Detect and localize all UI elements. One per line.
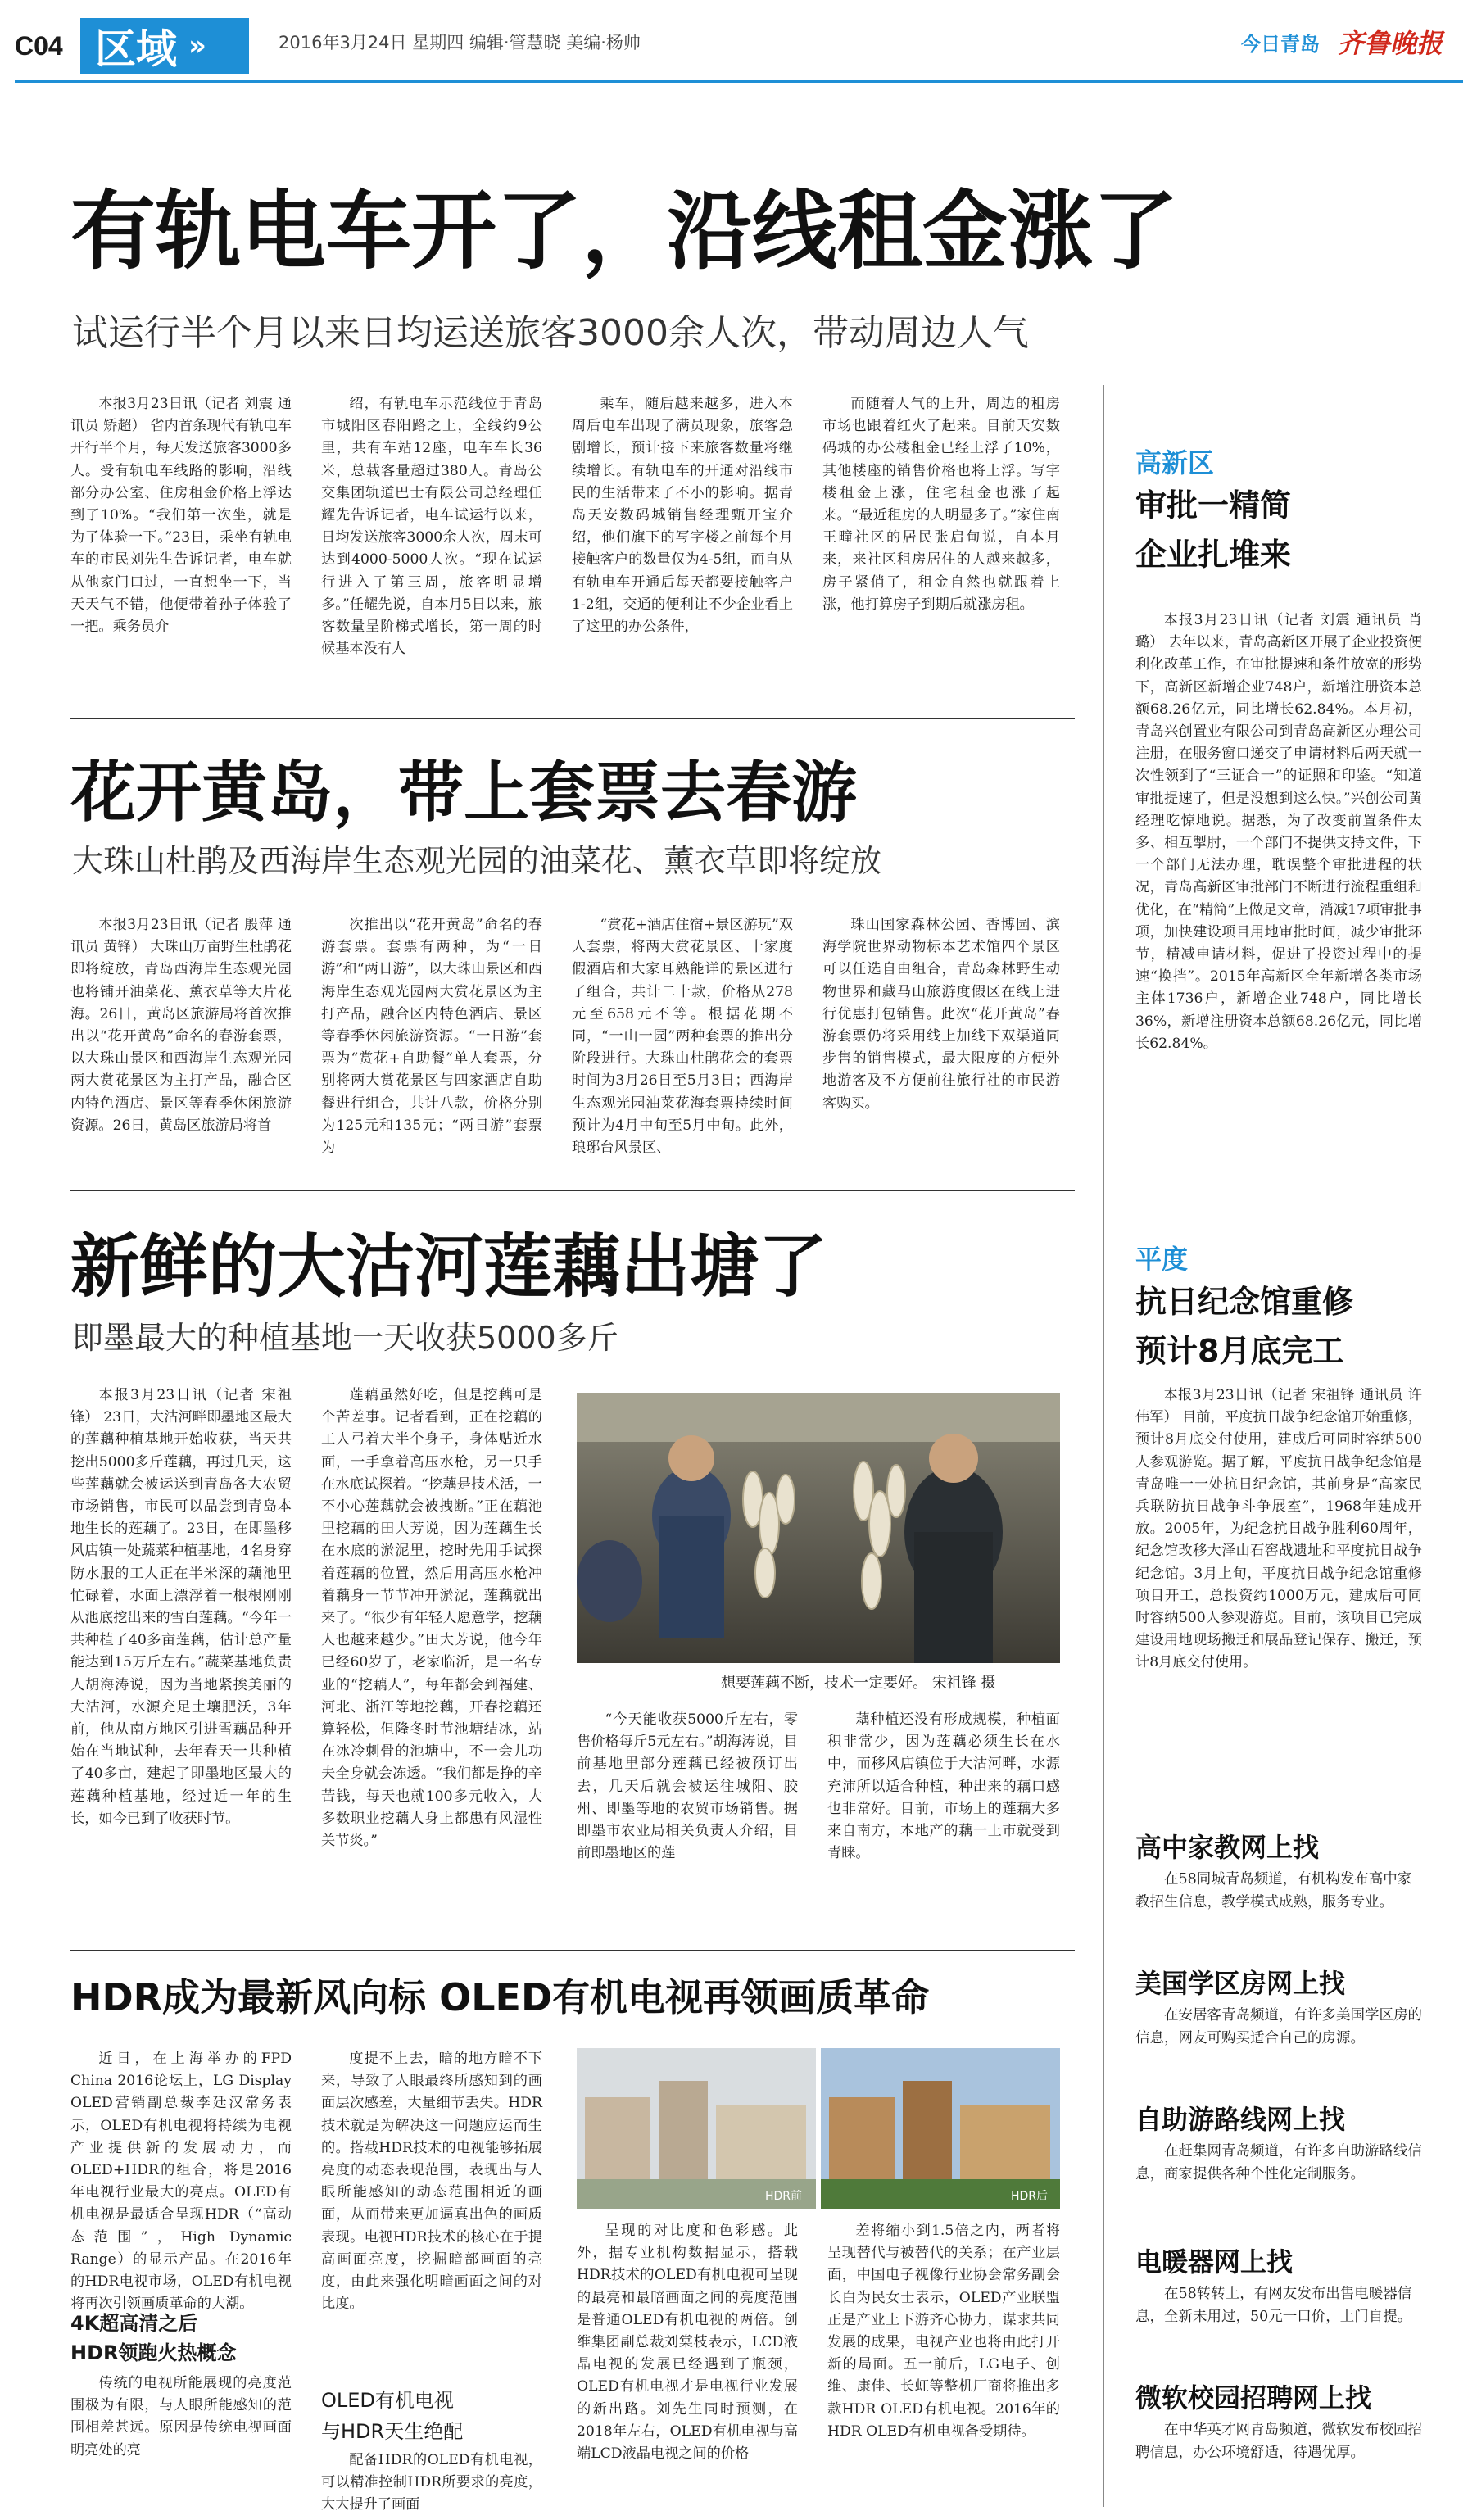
story2-divider xyxy=(70,1190,1075,1191)
story1-divider xyxy=(70,718,1075,719)
story4-col2b: 配备HDR的OLED有机电视，可以精准控制HDR所要求的亮度，大大提升了画面 xyxy=(321,2452,542,2513)
hdr-comparison-image xyxy=(577,2048,1060,2209)
story1-subtitle: 试运行半个月以来日均运送旅客3000余人次，带动周边人气 xyxy=(72,312,1029,354)
story1-col3: 乘车，随后越来越多，进入本周后电车出现了满员现象，旅客急剧增长，预计接下来旅客数量将继续增长。有轨电车的开通对沿线市民的生活带来了不小的影响。据青岛天安数码城销售经理甄开宝介绍，他们旗下的写字楼之前每个月接触客户的数量仅为4-5组，而自从有轨电车开通后每天都要接触客户1-2组，交通的便利让不少企业看上了这里的办公条件， xyxy=(572,396,793,636)
story4-col3: 呈现的对比度和色彩感。此外，据专业机构数据显示，搭载HDR技术的OLED有机电视可呈现的最亮和最暗画面之间的亮度范围是普通OLED有机电视的两倍。创维集团副总裁刘棠枝表示，LCD液晶电视的发展已经遇到了瓶颈，OLED有机电视才是电视行业发展的新出路。刘先生同时预测，在2018年左右，OLED有机电视与高端LCD液晶电视之间的价格 xyxy=(577,2223,798,2463)
hdr-comparison-illustration xyxy=(577,2048,1060,2209)
hdr-after-label: HDR后 xyxy=(1011,2190,1049,2203)
column-name: 今日青岛 xyxy=(1240,32,1320,56)
story1-col4: 而随着人气的上升，周边的租房市场也跟着红火了起来。目前天安数码城的办公楼租金已经上浮了10%，其他楼座的销售价格也将上浮。写字楼租金上涨，住宅租金也涨了起来。“最近租房的人明显多了。”家住南王疃社区的居民张启甸说，自本月来，来社区租房居住的人越来越多，房子紧俏了，租金自然也就跟着上涨，他打算房子到期后就涨房租。 xyxy=(822,396,1060,613)
date-line: 2016年3月24日 星期四 编辑·管慧晓 美编·杨帅 xyxy=(279,33,641,52)
story2-col1: 本报3月23日讯（记者 殷萍 通讯员 黄锋） 大珠山万亩野生杜鹃花即将绽放，青岛西海岸生态观光园也将铺开油菜花、薰衣草等大片花海。26日，黄岛区旅游局将首次推出以“花开黄岛”命名的春游套票，以大珠山景区和西海岸生态观光园两大赏花景区为主打产品，融合区内特色酒店、景区等春季休闲旅游资源。26日，黄岛区旅游局将首 xyxy=(70,917,292,1134)
story4-col2: 度提不上去，暗的地方暗不下来，导致了人眼最终所感知到的画面层次感差，大量细节丢失。HDR技术就是为解决这一问题应运而生的。搭载HDR技术的电视能够拓展亮度的动态表现范围，表现出与人眼所能感知的动态范围相近的画面，从而带来更加逼真出色的画质表现。电视HDR技术的核心在于提高画面亮度，挖掘暗部画面的亮度，由此来强化明暗画面之间的对比度。 xyxy=(321,2051,542,2313)
classified-5-body: 在中华英才网青岛频道，微软发布校园招聘信息，办公环境舒适，待遇优厚。 xyxy=(1135,2422,1422,2461)
classified-4-body: 在58转转上，有网友发布出售电暖器信息，全新未用过，50元一口价，上门自提。 xyxy=(1135,2286,1412,2325)
story4-col1b: 传统的电视所能展现的亮度范围极为有限，与人眼所能感知的范围相差甚远。原因是传统电视画面明亮处的亮 xyxy=(70,2375,292,2459)
section-label: 区域 xyxy=(95,25,177,73)
story4-subhead2: OLED有机电视 xyxy=(321,2389,454,2412)
side1-title-line1: 审批一精简 xyxy=(1135,487,1292,523)
story2-subtitle: 大珠山杜鹃及西海岸生态观光园的油菜花、薰衣草即将绽放 xyxy=(72,843,882,879)
section-tab xyxy=(80,18,249,74)
classified-1-body: 在58同城青岛频道，有机构发布高中家教招生信息，教学模式成熟，服务专业。 xyxy=(1135,1871,1412,1910)
classified-2-body: 在安居客青岛频道，有许多美国学区房的信息，网友可购买适合自己的房源。 xyxy=(1135,2007,1422,2046)
side1-title-line2: 企业扎堆来 xyxy=(1135,537,1292,573)
hdr-before-label: HDR前 xyxy=(765,2190,803,2203)
story1-title: 有轨电车开了，沿线租金涨了 xyxy=(70,181,1179,281)
story4-title: HDR成为最新风向标 OLED有机电视再领画质革命 xyxy=(70,1975,930,2019)
story3-col4: 藕种植还没有形成规模，种植面积非常少，因为莲藕必须生长在水中，而移风店镇位于大沽河畔，水源充沛所以适合种植，种出来的藕口感也非常好。目前，市场上的莲藕大多来自南方，本地产的藕一上市就受到青睐。 xyxy=(827,1711,1060,1862)
story2-col3: “赏花+酒店住宿+景区游玩”双人套票，将两大赏花景区、十家度假酒店和大家耳熟能详的景区进行了组合，共计二十款，价格从278元至658元不等。根据花期不同，“一山一园”两种套票的推出分阶段进行。大珠山杜鹃花会的套票时间为3月26日至5月3日；西海岸生态观光园油菜花海套票持续时间预计为4月中旬至5月中旬。此外，琅琊台风景区、 xyxy=(572,917,793,1157)
side2-title-line2: 预计8月底完工 xyxy=(1135,1333,1344,1369)
classified-5-title: 微软校园招聘网上找 xyxy=(1135,2382,1372,2413)
story3-subtitle: 即墨最大的种植基地一天收获5000多斤 xyxy=(72,1320,618,1356)
side2-category: 平度 xyxy=(1135,1244,1189,1275)
story2-col2: 次推出以“花开黄岛”命名的春游套票。套票有两种，为“一日游”和“两日游”，以大珠山景区和西海岸生态观光园两大赏花景区为主打产品，融合区内特色酒店、景区等春季休闲旅游资源。“一日游”套票为“赏花+自助餐”单人套票，分别将两大赏花景区与四家酒店自助餐进行组合，共计八款，价格分别为125元和135元；“两日游”套票为 xyxy=(321,917,542,1157)
classified-1-title: 高中家教网上找 xyxy=(1135,1832,1320,1863)
chevron-right-icon: » xyxy=(188,29,206,62)
story2-title: 花开黄岛，带上套票去春游 xyxy=(70,755,857,831)
page-number: C04 xyxy=(15,31,63,61)
masthead-right xyxy=(1241,23,1443,61)
side1-category: 高新区 xyxy=(1135,447,1215,478)
header-divider xyxy=(15,80,1463,83)
sidebar-divider xyxy=(1103,385,1104,2507)
side2-title-line1: 抗日纪念馆重修 xyxy=(1135,1284,1354,1320)
photo-caption: 想要莲藕不断，技术一定要好。 宋祖锋 摄 xyxy=(721,1675,996,1692)
story3-col3: “今天能收获5000斤左右，零售价格每斤5元左右。”胡海涛说，目前基地里部分莲藕已经被预订出去，几天后就会被运往城阳、胶州、即墨等地的农贸市场销售。据即墨市农业局相关负责人介绍，目前即墨地区的莲 xyxy=(577,1711,798,1862)
classified-3-title: 自助游路线网上找 xyxy=(1135,2104,1346,2135)
story4-col4: 差将缩小到1.5倍之内，两者将呈现替代与被替代的关系；在产业层面，中国电子视像行业协会常务副会长白为民女士表示，OLED产业联盟正是产业上下游齐心协力，谋求共同发展的成果，电视产业也将由此打开新的局面。五一前后，LG电子、创维、康佳、长虹等整机厂商将推出多款HDR OLED有机电视。2016年的HDR OLED有机电视备受期待。 xyxy=(827,2223,1060,2440)
story1-col2: 绍，有轨电车示范线位于青岛市城阳区春阳路之上，全线约9公里，共有车站12座，电车车长36米，总载客量超过380人。青岛公交集团轨道巴士有限公司总经理任耀先告诉记者，电车试运行以来，日均发送旅客3000余人次，周末可达到4000-5000人次。“现在试运行进入了第三周，旅客明显增多。”任耀先说，自本月5日以来，旅客数量呈阶梯式增长，第一周的时候基本没有人 xyxy=(321,396,542,658)
side2-body: 本报3月23日讯（记者 宋祖锋 通讯员 许伟军） 目前，平度抗日战争纪念馆开始重修，预计8月底交付使用，建成后可同时容纳500人参观游览。据了解，平度抗日战争纪念馆是青岛唯一一处抗日纪念馆，其前身是“高家民兵联防抗日战争斗争展室”，1968年建成开放。2005年，为纪念抗日战争胜利60周年，纪念馆改移大泽山石窖战遗址和平度抗日战争纪念馆。3月上旬，平度抗日战争纪念馆重修项目开工，总投资约1000万元，建成后可同时容纳500人参观游览。目前，该项目已完成建设用地现场搬迁和展品登记保存、搬迁，预计8月底交付使用。 xyxy=(1135,1387,1422,1671)
story4-subhead1: 4K超高清之后 xyxy=(70,2312,198,2335)
story3-col2: 莲藕虽然好吃，但是挖藕可是个苦差事。记者看到，正在挖藕的工人弓着大半个身子，身体贴近水面，一手拿着高压水枪，另一只手在水底试探着。“挖藕是技术活，一不小心莲藕就会被拽断。”正在藕池里挖藕的田大芳说，因为莲藕生长在水底的淤泥里，挖时先用手试探着莲藕的位置，然后用高压水枪冲着藕身一节节冲开淤泥，莲藕就出来了。“很少有年轻人愿意学，挖藕人也越来越少。”田大芳说，他今年已经60岁了，老家临沂，是一名专业的“挖藕人”，每年都会到福建、河北、浙江等地挖藕，开春挖藕还算轻松，但隆冬时节池塘结冰，站在冰冷刺骨的池塘中，不一会儿功夫全身就会冻透。“我们都是挣的辛苦钱，每天也就100多元收入，大多数职业挖藕人身上都患有风湿性关节炎。” xyxy=(321,1387,542,1850)
classified-3-body: 在赶集网青岛频道，有许多自助游路线信息，商家提供各种个性化定制服务。 xyxy=(1135,2143,1422,2182)
classified-4-title: 电暖器网上找 xyxy=(1135,2246,1294,2278)
story4-subhead2b: 与HDR天生绝配 xyxy=(321,2420,464,2443)
story2-col4: 珠山国家森林公园、香博园、滨海学院世界动物标本艺术馆四个景区可以任选自由组合，青岛森林野生动物世界和藏马山旅游度假区在线上进行优惠打包销售。此次“花开黄岛”春游套票仍将采用线上加线下双渠道同步售的销售模式，最大限度的方便外地游客及不方便前往旅行社的市民游客购买。 xyxy=(822,917,1060,1112)
side1-body: 本报3月23日讯（记者 刘震 通讯员 肖璐） 去年以来，青岛高新区开展了企业投资便利化改革工作，在审批提速和条件放宽的形势下，高新区新增企业748户，新增注册资本总额68.26亿元，同比增长62.84%。本月初，青岛兴创置业有限公司到青岛高新区办理公司注册，在服务窗口递交了申请材料后两天就一次性领到了“三证合一”的证照和印鉴。“知道审批提速了，但是没想到这么快。”兴创公司黄经理吃惊地说。据悉，为了改变前置条件太多、相互掣肘，一个部门不提供支持文件，下一个部门无法办理，耽误整个审批进程的状况，青岛高新区审批部门不断进行流程重组和优化，在“精简”上做足文章，消减17项审批事项，加快建设项目用地审批时间，减少审批环节，精减申请材料，促进了投资过程中的提速“换挡”。2015年高新区全年新增各类市场主体1736户，新增企业748户，同比增长36%，新增注册资本总额68.26亿元，同比增长62.84%。 xyxy=(1135,612,1422,1052)
lotus-photo-illustration xyxy=(577,1393,1060,1663)
story3-col1: 本报3月23日讯（记者 宋祖锋） 23日，大沽河畔即墨地区最大的莲藕种植基地开始收获，当天共挖出5000多斤莲藕，再过几天，这些莲藕就会被运送到青岛各大农贸市场销售，市民可以品尝到青岛本地生长的莲藕了。23日，在即墨移风店镇一处蔬菜种植基地，4名身穿防水服的工人正在半米深的藕池里忙碌着，水面上漂浮着一根根刚刚从池底挖出来的雪白莲藕。“今年一共种植了40多亩莲藕，估计总产量能达到15万斤左右。”蔬菜基地负责人胡海涛说，因为当地紧挨美丽的大沽河，水源充足土壤肥沃，3年前，他从南方地区引进雪藕品种开始在当地试种，去年春天一共种植了40多亩，建起了即墨地区最大的莲藕种植基地，经过近一年的生长，如今已到了收获时节。 xyxy=(70,1387,292,1827)
story4-col1: 近日，在上海举办的FPD China 2016论坛上，LG Display OLED营销副总裁李廷汉常务表示，OLED有机电视将持续为电视产业提供新的发展动力，而OLED+HDR的组合，将是2016年电视行业最大的亮点。OLED有机电视是最适合呈现HDR（“高动态范围”，High Dynamic Range）的显示产品。在2016年的HDR电视市场，OLED有机电视将再次引领画质革命的大潮。 xyxy=(70,2051,292,2313)
story3-divider xyxy=(70,1950,1075,1951)
story1-col1: 本报3月23日讯（记者 刘震 通讯员 矫超） 省内首条现代有轨电车开行半个月，每天发送旅客3000多人。受有轨电车线路的影响，沿线部分办公室、住房租金价格上浮达到了10%。“我们第一次坐，就是为了体验一下。”23日，乘坐有轨电车的市民刘先生告诉记者，电车就从他家门口过，一直想坐一下，当天天气不错，他便带着孙子体验了一把。乘务员介 xyxy=(70,396,292,636)
brand-logo: 齐鲁晚报 xyxy=(1337,28,1443,59)
classified-2-title: 美国学区房网上找 xyxy=(1135,1968,1346,1999)
story3-title: 新鲜的大沽河莲藕出塘了 xyxy=(70,1226,828,1307)
lotus-root-photo xyxy=(577,1393,1060,1663)
story4-subhead1b: HDR领跑火热概念 xyxy=(70,2341,237,2364)
